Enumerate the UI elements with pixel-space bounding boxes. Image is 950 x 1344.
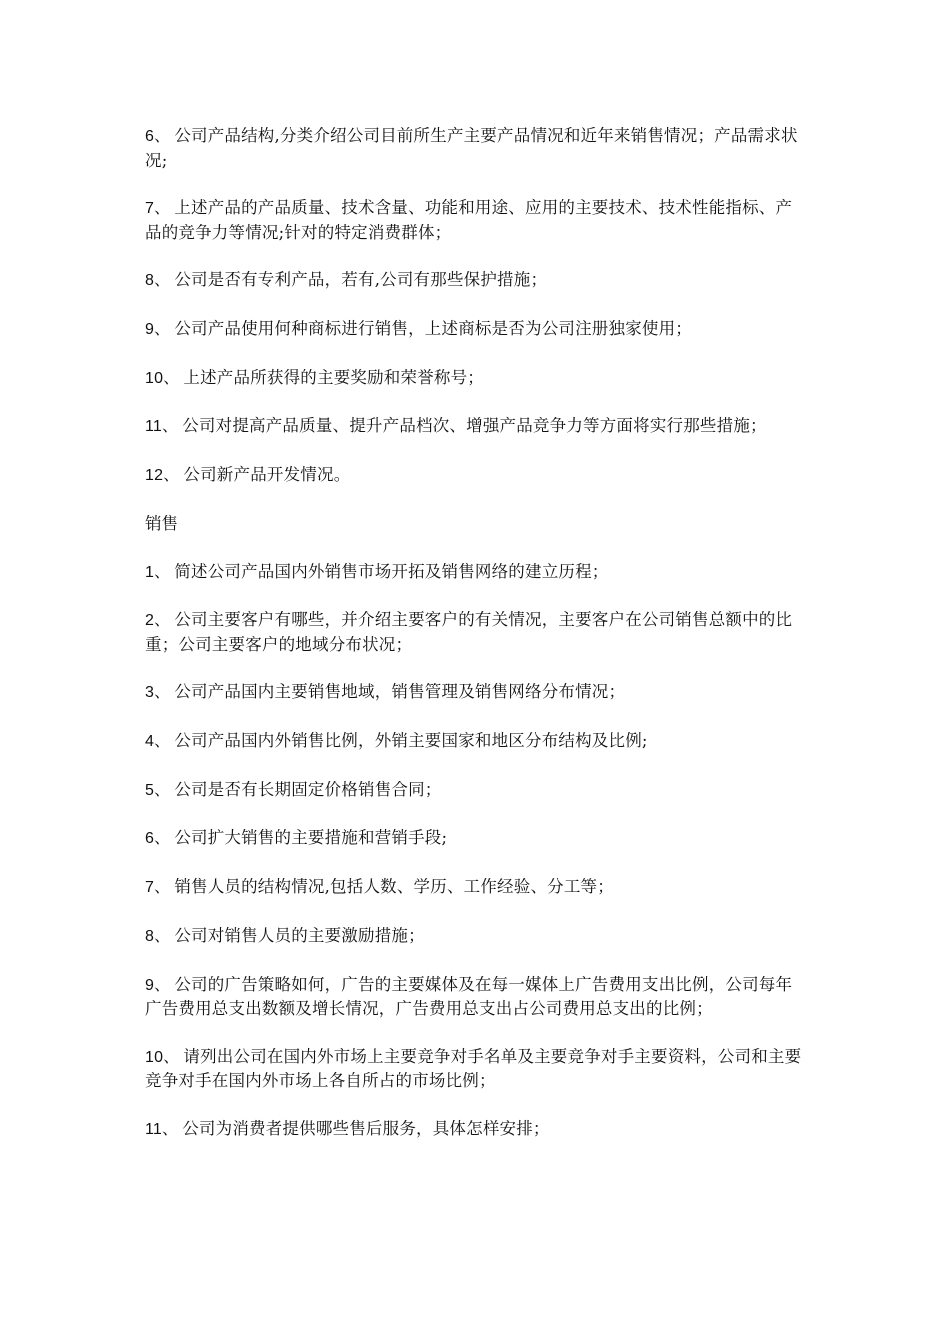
item-number: 10、	[145, 1048, 180, 1066]
item-number: 9、	[145, 321, 171, 339]
product-item-12	[145, 463, 805, 488]
item-number: 3、	[145, 684, 171, 702]
item-number: 6、	[145, 128, 171, 145]
sales-item-7	[145, 875, 805, 900]
item-number: 5、	[145, 781, 171, 799]
sales-item-11	[145, 1117, 805, 1142]
product-item-8	[145, 268, 805, 293]
item-number: 6、	[145, 830, 171, 848]
sales-item-10	[145, 1045, 805, 1093]
item-text: 公司的广告策略如何，广告的主要媒体及在每一媒体上广告费用支出比例，公司每年广告费用总支出数额及增长情况，广告费用总支出占公司费用总支出的比例；	[145, 974, 793, 1018]
item-text: 销售人员的结构情况,包括人数、学历、工作经验、分工等；	[174, 877, 614, 897]
item-text: 公司为消费者提供哪些售后服务，具体怎样安排；	[182, 1118, 550, 1138]
sales-item-4	[145, 729, 805, 754]
item-text: 公司产品国内外销售比例，外销主要国家和地区分布结构及比例;	[174, 731, 648, 751]
item-number: 7、	[145, 879, 171, 897]
item-text: 公司是否有专利产品，若有,公司有那些保护措施；	[174, 270, 548, 290]
item-text: 请列出公司在国内外市场上主要竞争对手名单及主要竞争对手主要资料，公司和主要竞争对手在国内外市场上各自所占的市场比例；	[145, 1046, 802, 1091]
item-number: 1、	[145, 563, 171, 581]
item-number: 8、	[145, 272, 171, 290]
item-number: 8、	[145, 927, 171, 945]
item-number: 11、	[145, 418, 179, 436]
item-number: 11、	[145, 1120, 179, 1138]
item-text: 简述公司产品国内外销售市场开拓及销售网络的建立历程；	[174, 561, 609, 581]
item-text: 公司扩大销售的主要措施和营销手段;	[174, 828, 448, 848]
item-number: 12、	[145, 467, 180, 485]
product-item-9	[145, 317, 805, 342]
product-item-6	[145, 124, 805, 172]
sales-item-1	[145, 560, 805, 585]
item-text: 公司对提高产品质量、提升产品档次、增强产品竞争力等方面将实行那些措施；	[182, 416, 767, 436]
item-text: 公司产品结构,分类介绍公司目前所生产主要产品情况和近年来销售情况；产品需求状况;	[145, 126, 798, 170]
sales-item-6	[145, 826, 805, 851]
item-number: 9、	[145, 976, 171, 994]
sales-item-8	[145, 924, 805, 949]
sales-item-2	[145, 608, 805, 656]
item-number: 2、	[145, 612, 171, 630]
product-item-10	[145, 366, 805, 391]
item-text: 上述产品所获得的主要奖励和荣誉称号；	[183, 367, 485, 387]
item-text: 上述产品的产品质量、技术含量、功能和用途、应用的主要技术、技术性能指标、产品的竞争力等情况;针对的特定消费群体；	[145, 198, 793, 242]
item-number: 4、	[145, 733, 171, 751]
sales-heading: 销售	[145, 513, 178, 533]
document-page	[145, 124, 805, 1166]
item-text: 公司产品使用何种商标进行销售，上述商标是否为公司注册独家使用；	[174, 319, 693, 339]
sales-item-3	[145, 680, 805, 705]
item-number: 10、	[145, 369, 180, 387]
item-text: 公司新产品开发情况。	[183, 465, 351, 485]
product-item-7	[145, 196, 805, 244]
item-text: 公司主要客户有哪些，并介绍主要客户的有关情况，主要客户在公司销售总额中的比重；公司主要客户的地域分布状况；	[145, 610, 793, 654]
item-text: 公司对销售人员的主要激励措施；	[174, 925, 425, 945]
sales-item-5	[145, 778, 805, 803]
sales-item-9	[145, 973, 805, 1021]
item-text: 公司是否有长期固定价格销售合同；	[174, 779, 442, 799]
item-number: 7、	[145, 200, 171, 218]
product-item-11	[145, 414, 805, 439]
item-text: 公司产品国内主要销售地域，销售管理及销售网络分布情况；	[174, 682, 626, 702]
